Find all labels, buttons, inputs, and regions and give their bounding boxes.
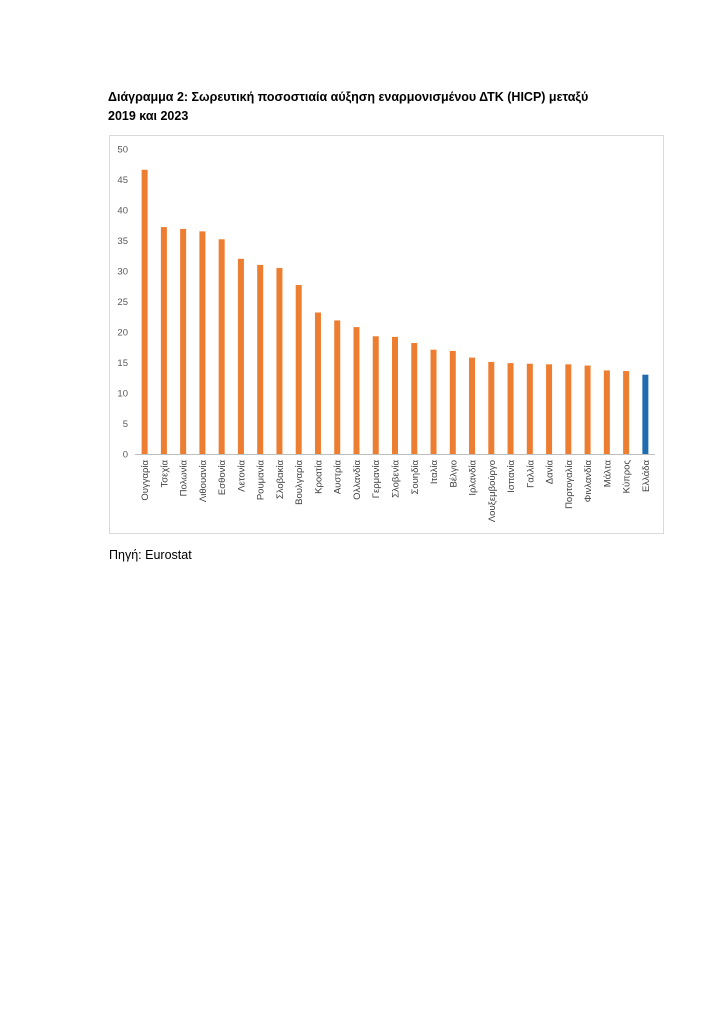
x-category-label: Λουξεμβούργο (486, 460, 498, 523)
x-category-label: Εσθονία (217, 460, 229, 496)
x-category-label: Αυστρία (332, 460, 344, 495)
x-category-label: Δανία (544, 460, 556, 485)
y-tick-label: 5 (122, 419, 128, 430)
bar-5 (219, 239, 225, 454)
x-category-label: Σλοβενία (390, 460, 402, 498)
bar-11 (334, 320, 340, 454)
y-tick-label: 25 (117, 297, 128, 308)
bar-18 (469, 358, 475, 454)
x-category-label: Σλοβακία (274, 460, 286, 500)
y-tick-label: 10 (117, 388, 128, 400)
y-tick-label: 15 (117, 358, 128, 369)
bar-8 (276, 268, 282, 454)
source-note: Πηγή: Eurostat (109, 548, 192, 562)
bar-17 (450, 351, 456, 454)
bar-21 (527, 364, 533, 454)
bar-14 (392, 337, 398, 454)
bar-10 (315, 312, 321, 454)
bar-15 (411, 343, 417, 454)
bar-4 (199, 231, 205, 454)
y-tick-label: 45 (117, 175, 128, 186)
x-category-label: Κύπρος (621, 460, 633, 494)
bar-27 (642, 375, 648, 454)
y-tick-label: 40 (117, 205, 128, 217)
bar-chart (110, 136, 663, 533)
x-category-label: Μάλτα (602, 459, 614, 488)
y-tick-label: 20 (117, 327, 128, 339)
bar-12 (353, 327, 359, 454)
x-category-label: Ρουμανία (255, 460, 267, 501)
x-category-label: Ιταλία (429, 460, 441, 485)
y-tick-label: 50 (117, 144, 128, 156)
x-category-label: Κροατία (313, 460, 325, 494)
x-category-label: Γαλλία (525, 460, 537, 488)
x-category-label: Σουηδία (409, 460, 421, 495)
chart-caption (108, 88, 628, 126)
y-tick-label: 30 (117, 266, 128, 278)
x-category-label: Ιρλανδία (467, 460, 479, 496)
x-category-label: Γερμανία (371, 460, 383, 499)
bar-19 (488, 362, 494, 454)
bar-24 (585, 366, 591, 454)
bar-3 (180, 229, 186, 454)
x-category-label: Λιθουανία (197, 460, 209, 503)
bar-7 (257, 265, 263, 454)
x-category-label: Βέλγιο (448, 460, 460, 488)
caption-line-1: Διάγραμμα 2: Σωρευτική ποσοστιαία αύξηση εναρμονισμένου ΔΤΚ (HICP) μεταξύ (108, 90, 589, 104)
bar-13 (373, 336, 379, 454)
caption-line-2: 2019 και 2023 (108, 109, 189, 123)
x-category-label: Πολωνία (178, 460, 190, 497)
bar-26 (623, 371, 629, 454)
x-category-label: Λετονία (236, 460, 248, 492)
x-category-label: Πορτογαλία (563, 460, 575, 509)
bar-6 (238, 259, 244, 454)
bar-22 (546, 364, 552, 454)
x-category-label: Τσεχία (159, 460, 171, 488)
x-category-label: Ουγγαρία (140, 460, 152, 501)
bar-23 (565, 364, 571, 454)
y-tick-label: 35 (117, 236, 128, 247)
bar-25 (604, 370, 610, 454)
x-category-label: Ολλανδία (351, 460, 363, 500)
chart-area (109, 135, 664, 534)
x-category-label: Βουλγαρία (294, 460, 306, 505)
y-tick-label: 0 (122, 449, 128, 461)
x-category-label: Φινλανδία (583, 460, 595, 503)
x-category-label: Ελλάδα (640, 460, 652, 492)
bar-9 (296, 285, 302, 454)
bar-16 (431, 350, 437, 454)
bar-1 (142, 170, 148, 454)
bar-2 (161, 227, 167, 454)
x-category-label: Ισπανία (506, 460, 518, 493)
bar-20 (508, 363, 514, 454)
